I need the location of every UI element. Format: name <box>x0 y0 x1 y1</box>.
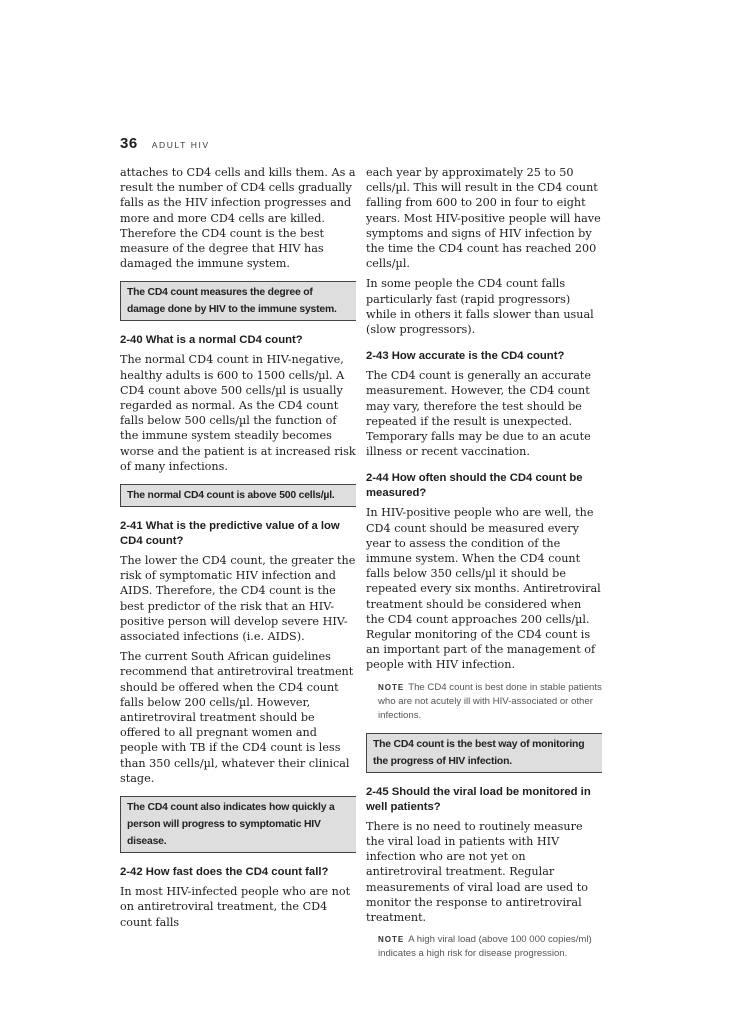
note-label: NOTE <box>378 682 405 692</box>
paragraph: The current South African guidelines recommend that antiretroviral treatment should be offered when the CD4 count falls below 200 cells/µl. However, antiretroviral treatment should be offered to all pregnant women and people with TB if the CD4 count is less than 350 cells/µl, whatever their clinical stage. <box>120 650 354 785</box>
paragraph: There is no need to routinely measure the viral load in patients with HIV infection who are not yet on antiretroviral treatment. Regular measurements of viral load are used to monitor the response to antiretroviral treatment. <box>366 819 588 924</box>
paragraph: each year by approximately 25 to 50 cells/µl. This will result in the CD4 count falling from 600 to 200 in four to eight years. Most HIV-positive people will have symptoms and signs of HIV infection by the time the CD4 count has reached 200 cells/µl. <box>366 166 601 271</box>
left-column <box>120 165 356 935</box>
section-heading-2-41: 2-41 What is the predictive value of a low CD4 count? <box>120 520 340 548</box>
note <box>378 933 602 961</box>
paragraph: The CD4 count is generally an accurate measurement. However, the CD4 count may vary, therefore the test should be repeated if the result is unexpected. Temporary falls may be due to an acute illness or recent vaccination. <box>366 369 592 459</box>
paragraph: attaches to CD4 cells and kills them. As a result the number of CD4 cells gradually falls as the HIV infection progresses and more and more CD4 cells are killed. Therefore the CD4 count is the best measure of the degree that HIV has damaged the immune system. <box>120 166 356 271</box>
note-text: The CD4 count is best done in stable patients who are not acutely ill with HIV-associated or other infections. <box>378 681 602 721</box>
section-heading-2-45: 2-45 Should the viral load be monitored in well patients? <box>366 785 591 813</box>
paragraph: The normal CD4 count in HIV-negative, healthy adults is 600 to 1500 cells/µl. A CD4 count above 500 cells/µl is usually regarded as normal. As the CD4 count falls below 500 cells/µl the function of the immune system steadily becomes worse and the patient is at increased risk of many infections. <box>120 353 356 473</box>
paragraph: The lower the CD4 count, the greater the risk of symptomatic HIV infection and AIDS. Therefore, the CD4 count is the best predictor of the risk that an HIV-positive person will develop severe HIV-associated infections (i.e. AIDS). <box>120 554 356 644</box>
paragraph: In most HIV-infected people who are not on antiretroviral treatment, the CD4 count falls <box>120 885 351 929</box>
section-heading-2-42: 2-42 How fast does the CD4 count fall? <box>120 866 329 879</box>
key-point-box: The CD4 count is the best way of monitoring the progress of HIV infection. <box>366 733 602 773</box>
page-number: 36 <box>120 135 138 152</box>
note-text: A high viral load (above 100 000 copies/ml) indicates a high risk for disease progression. <box>378 934 592 960</box>
key-point-box: The CD4 count measures the degree of damage done by HIV to the immune system. <box>120 281 356 321</box>
section-heading-2-44: 2-44 How often should the CD4 count be measured? <box>366 472 583 500</box>
paragraph: In some people the CD4 count falls particularly fast (rapid progressors) while in others it falls slower than usual (slow progressors). <box>366 277 594 337</box>
paragraph: In HIV-positive people who are well, the CD4 count should be measured every year to assess the condition of the immune system. When the CD4 count falls below 350 cells/µl it should be repeated every six months. Antiretroviral treatment should be considered when the CD4 count approaches 200 cells/µl. Regular monitoring of the CD4 count is an important part of the management of people with HIV infection. <box>366 506 601 672</box>
section-heading-2-43: 2-43 How accurate is the CD4 count? <box>366 350 565 363</box>
section-heading-2-40: 2-40 What is a normal CD4 count? <box>120 334 303 347</box>
running-head: ADULT HIV <box>151 140 210 150</box>
key-point-box: The CD4 count also indicates how quickly a person will progress to symptomatic HIV disease. <box>120 796 356 853</box>
page-header <box>120 135 210 152</box>
note <box>378 681 602 723</box>
right-column <box>366 165 602 971</box>
note-label: NOTE <box>378 935 405 945</box>
key-point-box: The normal CD4 count is above 500 cells/µl. <box>120 484 356 507</box>
